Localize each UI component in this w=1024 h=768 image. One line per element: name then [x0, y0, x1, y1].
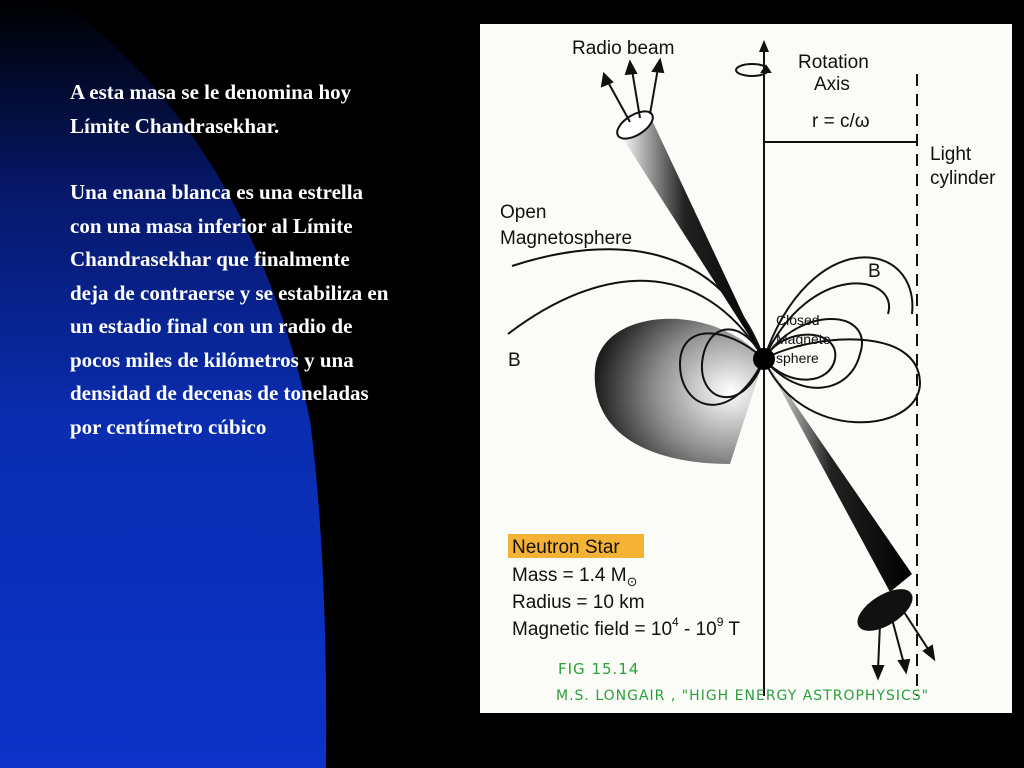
b-left-label: B	[508, 350, 521, 371]
paragraph-limit: A esta masa se le denomina hoy Límite Chandrasekhar.	[70, 80, 352, 138]
mass-subscript: ⊙	[626, 574, 638, 589]
caption-line-1: FIG 15.14	[558, 660, 640, 678]
neutron-star-dot	[753, 348, 775, 370]
cylinder-label: cylinder	[930, 168, 996, 189]
pulsar-figure	[480, 24, 1012, 713]
closed-label-3: sphere	[776, 350, 819, 366]
radio-beam-label: Radio beam	[572, 38, 675, 59]
field-text-b: - 10	[678, 619, 717, 640]
light-label: Light	[930, 144, 972, 165]
mass-line	[512, 565, 637, 589]
magnetic-field-line	[512, 615, 740, 640]
open-label: Open	[500, 202, 547, 223]
caption-line-2: M.S. LONGAIR , "HIGH ENERGY ASTROPHYSICS"	[556, 688, 930, 704]
lower-beam-bottom	[852, 582, 918, 638]
axis-label: Axis	[814, 74, 850, 95]
rotation-arrow-icon	[736, 64, 770, 76]
field-text-c: T	[723, 619, 740, 640]
rotation-label: Rotation	[798, 52, 869, 73]
radius-line-text: Radius = 10 km	[512, 592, 645, 613]
neutron-star-title: Neutron Star	[512, 537, 620, 558]
b-right-label: B	[868, 261, 881, 282]
closed-label-2: Magneto-	[776, 331, 836, 347]
field-text-a: Magnetic field = 10	[512, 619, 673, 640]
axis-arrowhead	[759, 40, 769, 52]
magnetosphere-label: Magnetosphere	[500, 228, 633, 249]
closed-label-1: Closed	[776, 312, 820, 328]
lower-beam-cone	[764, 359, 912, 592]
slide-text	[70, 76, 390, 444]
paragraph-white-dwarf: Una enana blanca es una estrella con una masa inferior al Límite Chandrasekhar que finalmente deja de contraerse y se estabiliza en un estadio final con un radio de pocos miles de kilómetros y una densidad de decenas de toneladas por centímetro cúbico	[70, 180, 389, 439]
field-exp-a: 4	[672, 615, 679, 629]
radius-formula-label: r = c/ω	[812, 111, 870, 132]
field-exp-b: 9	[716, 615, 724, 629]
pulsar-diagram	[480, 24, 1012, 713]
mass-text: Mass = 1.4 M	[512, 565, 627, 586]
